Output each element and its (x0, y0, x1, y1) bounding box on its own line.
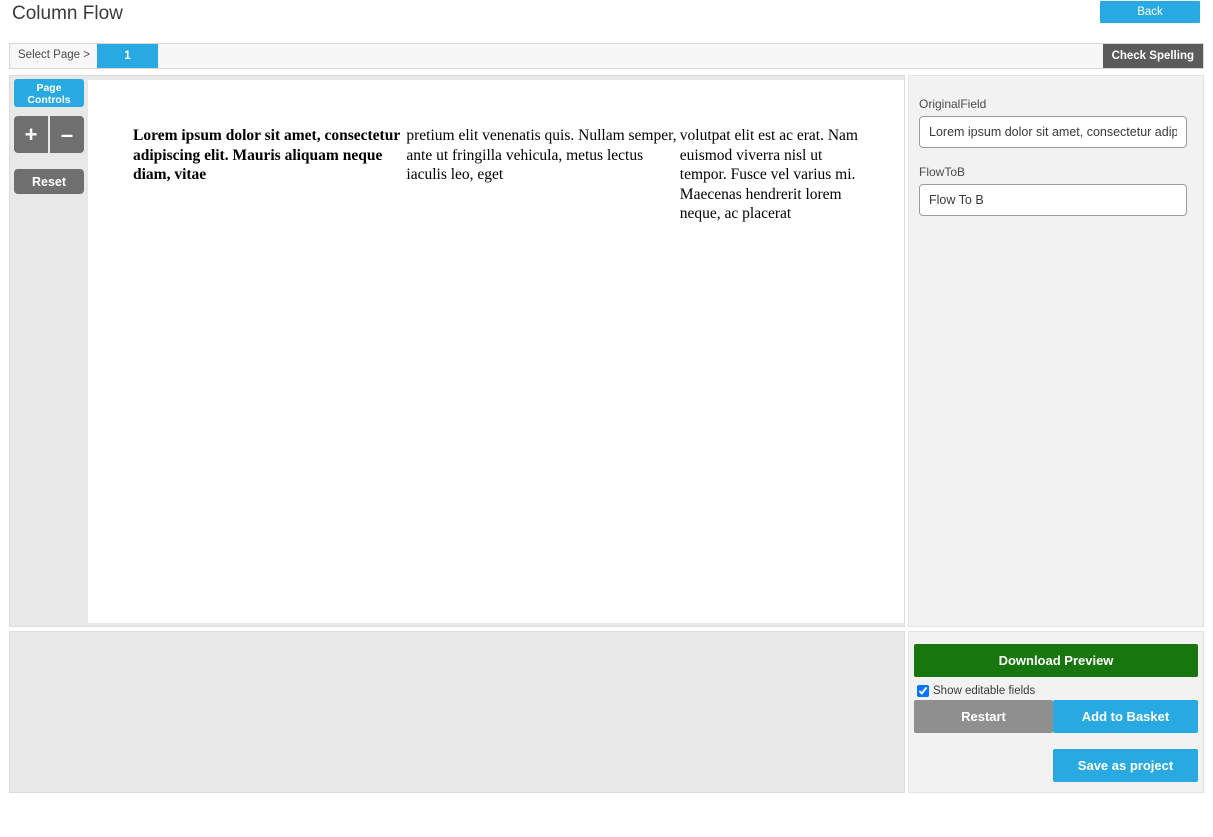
page-title: Column Flow (12, 3, 123, 24)
download-preview-button[interactable]: Download Preview (914, 644, 1198, 677)
flow-to-b-label: FlowToB (919, 165, 966, 179)
top-bar (0, 0, 1213, 41)
show-editable-fields-row[interactable] (917, 685, 1035, 697)
text-column-1[interactable]: Lorem ipsum dolor sit amet, consectetur adipiscing elit. Mauris aliquam neque diam, vitae (133, 127, 400, 183)
reset-button[interactable]: Reset (14, 169, 84, 194)
back-button[interactable]: Back (1100, 1, 1200, 23)
canvas-region (9, 75, 905, 627)
add-to-basket-button[interactable]: Add to Basket (1053, 700, 1198, 733)
text-column-2[interactable]: pretium elit venenatis quis. Nullam semper, ante ut fringilla vehicula, metus lectus iaculis leo, eget (406, 127, 677, 183)
text-column-container (133, 126, 873, 224)
show-editable-fields-checkbox[interactable] (917, 685, 929, 697)
show-editable-fields-label: Show editable fields (933, 685, 1036, 697)
fields-panel (908, 75, 1204, 627)
original-field-label: OriginalField (919, 97, 987, 111)
page-select-strip (9, 43, 1204, 69)
original-field-input[interactable] (919, 116, 1187, 148)
zoom-controls (14, 116, 84, 153)
check-spelling-button[interactable]: Check Spelling (1103, 44, 1203, 68)
restart-button[interactable]: Restart (914, 700, 1053, 733)
bottom-preview-panel (9, 631, 905, 793)
flow-to-b-input[interactable] (919, 184, 1187, 216)
save-as-project-button[interactable]: Save as project (1053, 749, 1198, 782)
footer-strip (0, 797, 1213, 837)
zoom-in-icon[interactable]: + (14, 116, 48, 153)
text-column-3[interactable]: volutpat elit est ac erat. Nam euismod viverra nisl ut tempor. Fusce vel varius mi. Maecenas hendrerit lorem neque, ac placerat (679, 127, 858, 222)
page-controls-button[interactable]: Page Controls (14, 79, 84, 107)
page-sheet[interactable] (88, 80, 904, 623)
page-tab-1[interactable]: 1 (97, 44, 158, 68)
zoom-out-icon[interactable]: – (50, 116, 84, 153)
select-page-label: Select Page > (18, 49, 90, 61)
actions-panel (908, 631, 1204, 793)
